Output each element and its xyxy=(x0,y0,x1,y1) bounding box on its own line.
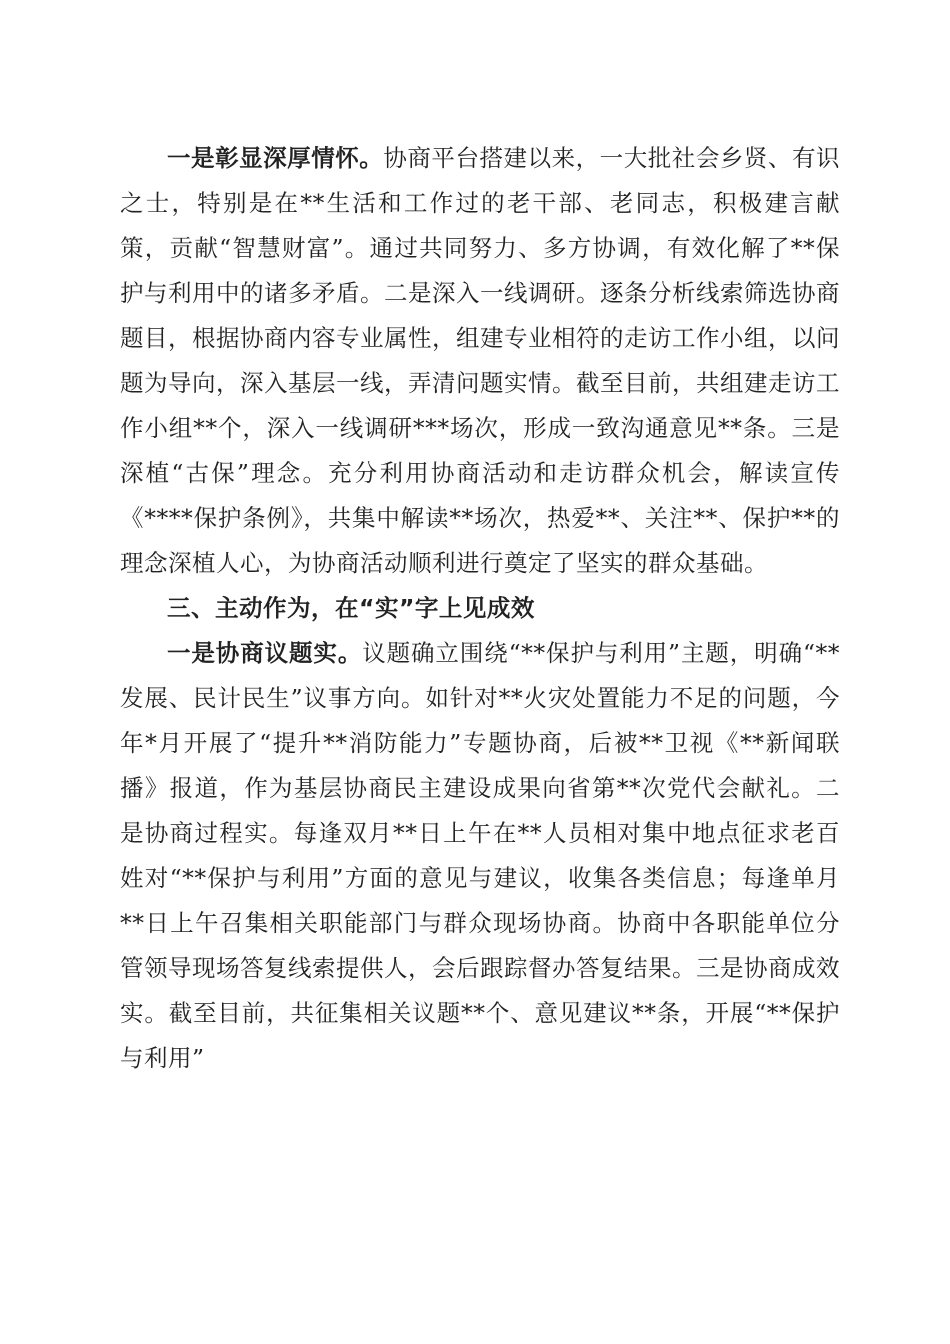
paragraph-2 xyxy=(120,631,840,1081)
paragraph-1-text: 协商平台搭建以来，一大批社会乡贤、有识之士，特别是在**生活和工作过的老干部、老同志，积极建言献策，贡献“智慧财富”。通过共同努力、多方协调，有效化解了**保护与利用中的诸多矛盾。二是深入一线调研。逐条分析线索筛选协商题目，根据协商内容专业属性，组建专业相符的走访工作小组，以问题为导向，深入基层一线，弄清问题实情。截至目前，共组建走访工作小组**个，深入一线调研***场次，形成一致沟通意见**条。三是深植“古保”理念。充分利用协商活动和走访群众机会，解读宣传《****保护条例》，共集中解读**场次，热爱**、关注**、保护**的理念深植人心，为协商活动顺利进行奠定了坚实的群众基础。 xyxy=(120,144,841,577)
paragraph-2-text: 议题确立围绕“**保护与利用”主题，明确“**发展、民计民生”议事方向。如针对**火灾处置能力不足的问题，今年*月开展了“提升**消防能力”专题协商，后被**卫视《**新闻联播》报道，作为基层协商民主建设成果向省第**次党代会献礼。二是协商过程实。每逢双月**日上午在**人员相对集中地点征求老百姓对“**保护与利用”方面的意见与建议，收集各类信息；每逢单月**日上午召集相关职能部门与群众现场协商。协商中各职能单位分管领导现场答复线索提供人，会后跟踪督办答复结果。三是协商成效实。截至目前，共征集相关议题**个、意见建议**条，开展“**保护与利用” xyxy=(120,639,840,1072)
section-heading-3: 三、主动作为，在“实”字上见成效 xyxy=(167,594,535,622)
paragraph-2-lead: 一是协商议题实。 xyxy=(167,639,363,667)
document-body xyxy=(120,136,840,1081)
paragraph-1 xyxy=(120,136,840,586)
paragraph-1-lead: 一是彰显深厚情怀。 xyxy=(167,144,384,172)
